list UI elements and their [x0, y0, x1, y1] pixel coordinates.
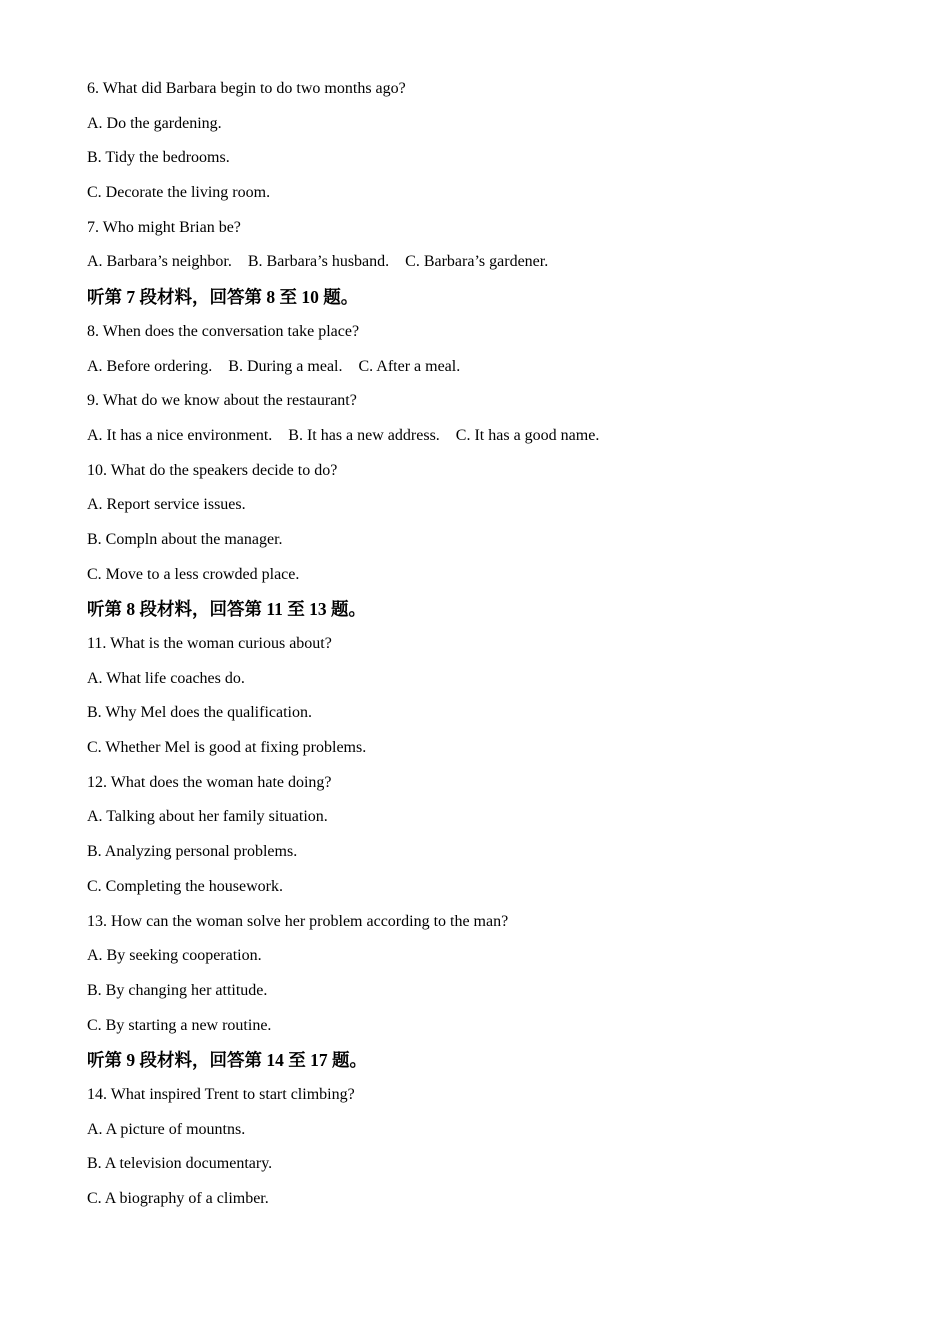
section-heading-8: 听第 8 段材料，回答第 11 至 13 题。: [87, 599, 367, 620]
options-8: A. Before ordering. B. During a meal. C. After a meal.: [87, 357, 461, 375]
question-12: 12. What does the woman hate doing?: [87, 773, 332, 791]
options-7: A. Barbara’s neighbor. B. Barbara’s husband. C. Barbara’s gardener.: [87, 253, 549, 271]
option-6a: A. Do the gardening.: [87, 114, 222, 132]
option-11b: B. Why Mel does the qualification.: [87, 704, 312, 722]
question-7: 7. Who might Brian be?: [87, 218, 241, 236]
question-11: 11. What is the woman curious about?: [87, 635, 332, 652]
option-14b: B. A television documentary.: [87, 1155, 273, 1173]
question-8: 8. When does the conversation take place?: [87, 322, 360, 340]
option-11c: C. Whether Mel is good at fixing problems.: [87, 739, 367, 757]
question-9: 9. What do we know about the restaurant?: [87, 392, 357, 410]
option-12a: A. Talking about her family situation.: [87, 808, 328, 826]
section-heading-7: 听第 7 段材料，回答第 8 至 10 题。: [87, 287, 359, 308]
question-10: 10. What do the speakers decide to do?: [87, 461, 338, 479]
option-6c: C. Decorate the living room.: [87, 184, 271, 202]
question-14: 14. What inspired Trent to start climbing?: [87, 1085, 355, 1103]
option-11a: A. What life coaches do.: [87, 669, 245, 687]
option-12b: B. Analyzing personal problems.: [87, 843, 298, 861]
option-12c: C. Completing the housework.: [87, 877, 283, 895]
option-6b: B. Tidy the bedrooms.: [87, 149, 230, 167]
question-13: 13. How can the woman solve her problem according to the man?: [87, 912, 509, 930]
option-13b: B. By changing her attitude.: [87, 981, 268, 999]
option-14a: A. A picture of mountns.: [87, 1120, 246, 1138]
option-13a: A. By seeking cooperation.: [87, 947, 262, 965]
options-9: A. It has a nice environment. B. It has a new address. C. It has a good name.: [87, 426, 600, 444]
option-10b: B. Compln about the manager.: [87, 530, 283, 548]
option-10c: C. Move to a less crowded place.: [87, 565, 300, 583]
option-10a: A. Report service issues.: [87, 496, 246, 514]
option-14c: C. A biography of a climber.: [87, 1190, 269, 1207]
document-page: [87, 79, 887, 1224]
option-13c: C. By starting a new routine.: [87, 1016, 272, 1034]
section-heading-9: 听第 9 段材料，回答第 14 至 17 题。: [87, 1050, 367, 1071]
question-6: 6. What did Barbara begin to do two months ago?: [87, 80, 406, 97]
